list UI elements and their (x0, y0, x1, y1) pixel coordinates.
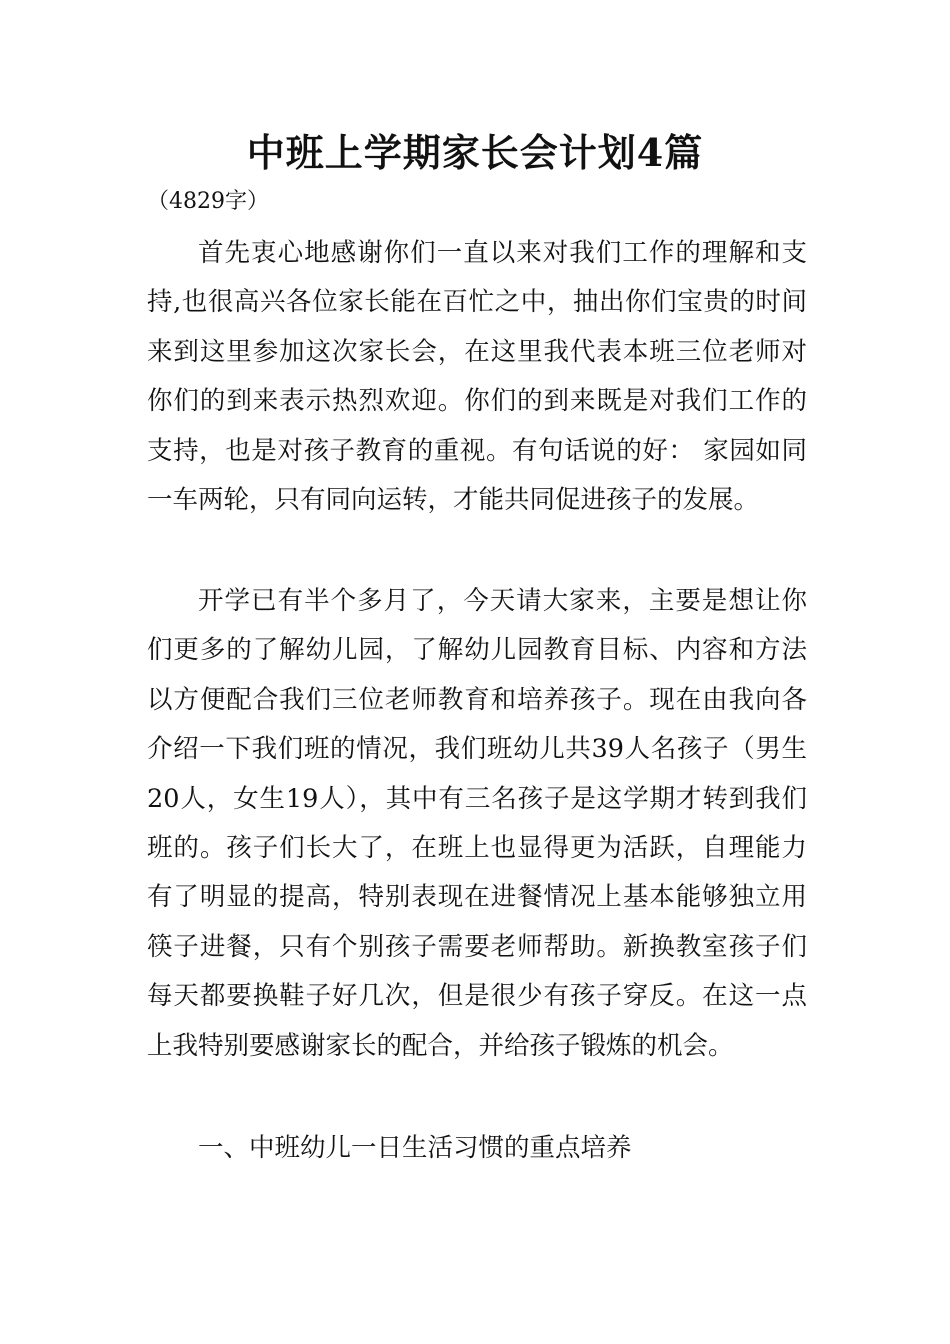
section-heading: 一、中班幼儿一日生活习惯的重点培养 (198, 1133, 632, 1163)
paragraph-intro: 首先衷心地感谢你们一直以来对我们工作的理解和支持,也很高兴各位家长能在百忙之中，抽出你们宝贵的时间来到这里参加这次家长会，在这里我代表本班三位老师对你们的到来表示热烈欢迎。你们的到来既是对我们工作的支持，也是对孩子教育的重视。有句话说的好： 家园如同一车两轮，只有同向运转，才能共同促进孩子的发展。 (147, 238, 807, 516)
word-count: （4829字） (147, 189, 269, 214)
document-title: 中班上学期家长会计划4篇 (246, 130, 704, 175)
paragraph-class-overview: 开学已有半个多月了，今天请大家来，主要是想让你们更多的了解幼儿园，了解幼儿园教育目标、内容和方法以方便配合我们三位老师教育和培养孩子。现在由我向各介绍一下我们班的情况，我们班幼儿共39人名孩子（男生20人，女生19人），其中有三名孩子是这学期才转到我们班的。孩子们长大了，在班上也显得更为活跃，自理能力有了明显的提高，特别表现在进餐情况上基本能够独立用筷子进餐，只有个别孩子需要老师帮助。新换教室孩子们每天都要换鞋子好几次，但是很少有孩子穿反。在这一点上我特别要感谢家长的配合，并给孩子锻炼的机会。 (147, 586, 807, 1061)
